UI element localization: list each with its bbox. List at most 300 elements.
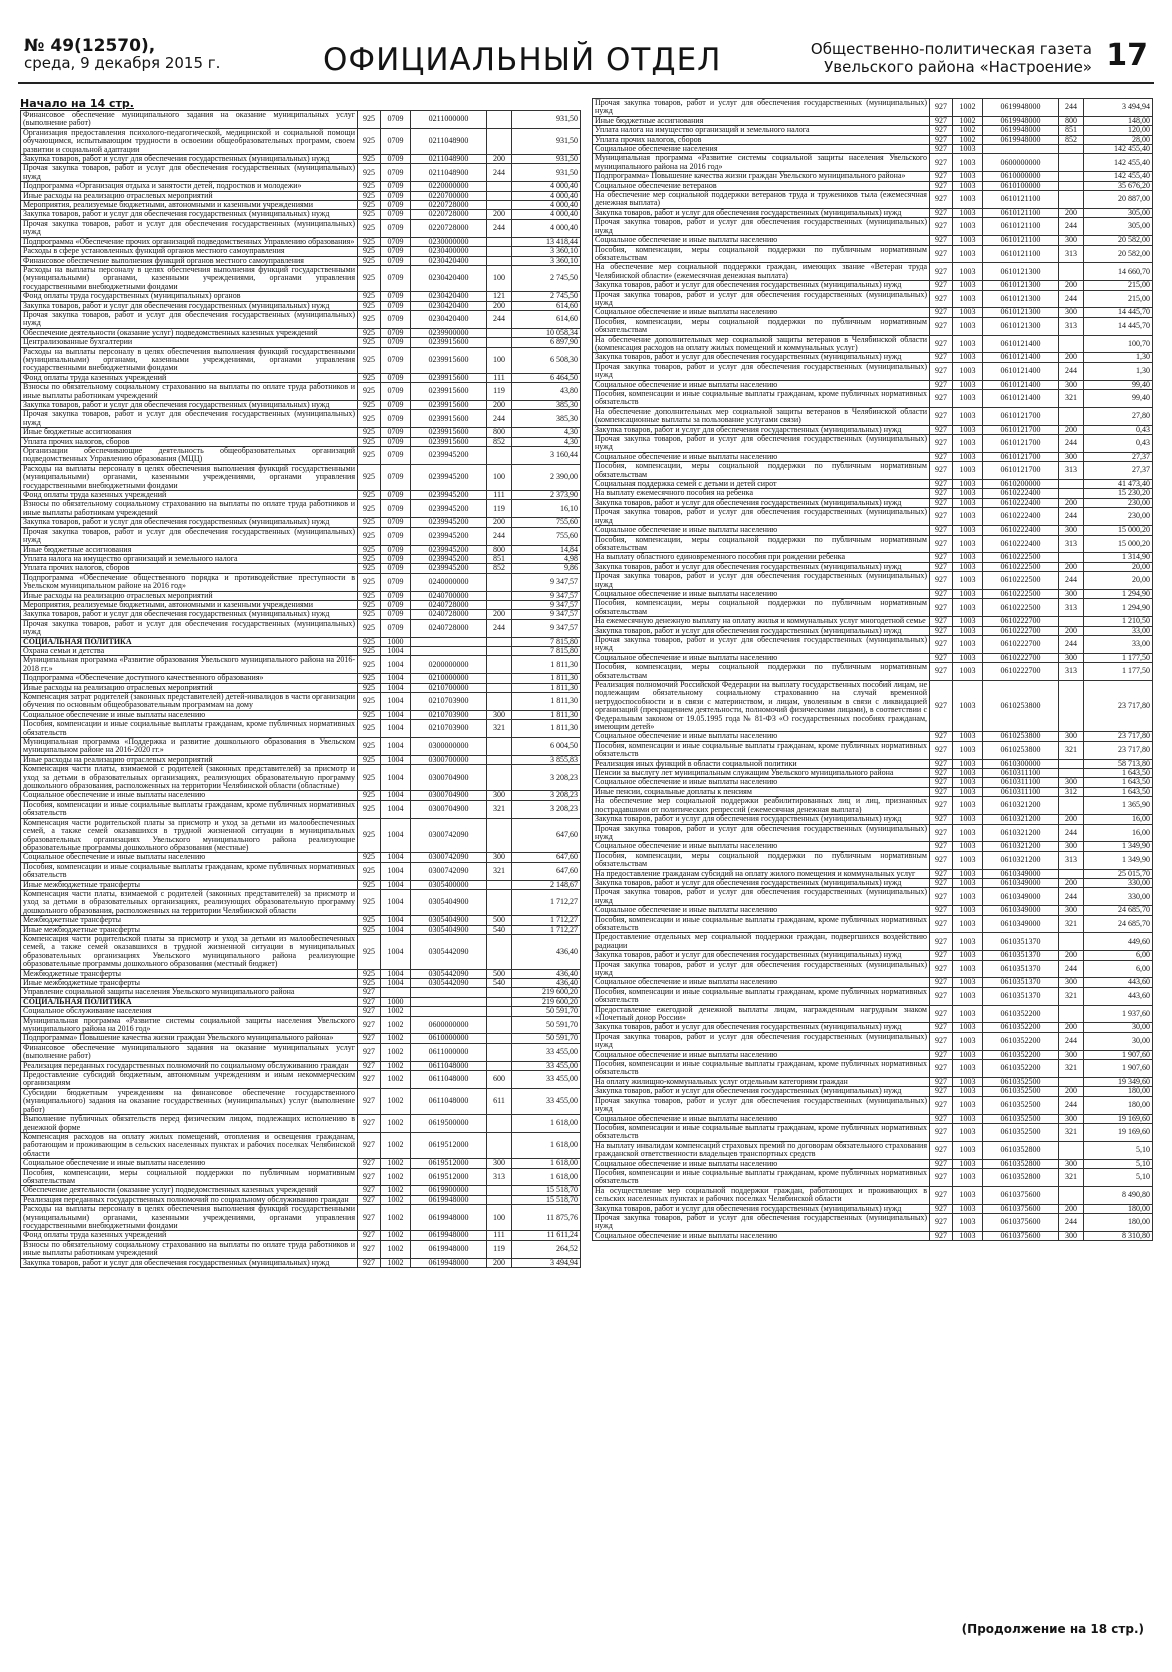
table-row bbox=[21, 500, 581, 518]
row-admin: 927 bbox=[930, 987, 953, 1005]
row-amount: 20 887,00 bbox=[1084, 191, 1153, 209]
table-row bbox=[593, 353, 1153, 362]
row-name: На выплату ежемесячного пособия на ребенка bbox=[593, 489, 930, 498]
row-admin: 925 bbox=[358, 969, 381, 978]
table-row bbox=[593, 245, 1153, 263]
row-expense-type bbox=[487, 1195, 512, 1204]
row-section: 1003 bbox=[953, 145, 983, 154]
row-target: 0610321200 bbox=[983, 815, 1059, 824]
row-amount: 305,00 bbox=[1084, 208, 1153, 217]
row-target: 0210703900 bbox=[411, 720, 487, 738]
row-expense-type: 313 bbox=[1059, 663, 1084, 681]
table-row bbox=[21, 128, 581, 154]
row-section: 0709 bbox=[381, 554, 411, 563]
row-amount: 9 347,57 bbox=[512, 573, 581, 591]
row-expense-type: 200 bbox=[1059, 951, 1084, 960]
row-admin: 927 bbox=[930, 741, 953, 759]
row-name: Предоставление субсидий бюджетным, автономным учреждениям и иным некоммерческим организациям bbox=[21, 1071, 358, 1089]
table-row bbox=[593, 99, 1153, 117]
row-section: 0709 bbox=[381, 328, 411, 337]
row-target: 0610351370 bbox=[983, 960, 1059, 978]
row-amount: 30,00 bbox=[1084, 1032, 1153, 1050]
row-target: 0239915600 bbox=[411, 338, 487, 347]
row-name: Расходы на выплаты персоналу в целях обеспечения выполнения функций государственными (муниципальными) органами, казенными учреждениями, органами управления государственными внебюджетными фондами bbox=[21, 1205, 358, 1231]
table-row bbox=[593, 290, 1153, 308]
row-name: Социальное обеспечение и иные выплаты населению bbox=[21, 710, 358, 719]
row-admin: 927 bbox=[930, 915, 953, 933]
row-target: 0619512000 bbox=[411, 1159, 487, 1168]
row-section: 1002 bbox=[381, 1195, 411, 1204]
table-row bbox=[593, 1087, 1153, 1096]
row-name: Социальное обеспечение и иные выплаты населению bbox=[21, 853, 358, 862]
row-section: 1002 bbox=[381, 1205, 411, 1231]
row-expense-type: 300 bbox=[1059, 778, 1084, 787]
row-amount: 30,00 bbox=[1084, 1023, 1153, 1032]
row-name: Обеспечение деятельности (оказание услуг) подведомственных казенных учреждений bbox=[21, 1186, 358, 1195]
row-target: 0300704900 bbox=[411, 765, 487, 791]
row-section: 0709 bbox=[381, 545, 411, 554]
row-expense-type: 321 bbox=[1059, 390, 1084, 408]
row-amount: 27,80 bbox=[1084, 407, 1153, 425]
row-name: Закупка товаров, работ и услуг для обеспечения государственных (муниципальных) нужд bbox=[593, 281, 930, 290]
row-section: 0709 bbox=[381, 182, 411, 191]
row-amount: 13 418,44 bbox=[512, 237, 581, 246]
row-section bbox=[381, 988, 411, 997]
row-expense-type: 200 bbox=[487, 401, 512, 410]
table-row bbox=[593, 1060, 1153, 1078]
row-amount: 100,70 bbox=[1084, 335, 1153, 353]
row-section: 1003 bbox=[953, 906, 983, 915]
row-target: 0610375600 bbox=[983, 1213, 1059, 1231]
row-expense-type bbox=[487, 447, 512, 465]
row-amount: 16,00 bbox=[1084, 824, 1153, 842]
row-target: 0619900000 bbox=[411, 1186, 487, 1195]
row-name: Социальное обеспечение и иные выплаты населению bbox=[593, 842, 930, 851]
row-target: 0239945200 bbox=[411, 554, 487, 563]
row-admin: 927 bbox=[930, 498, 953, 507]
table-row bbox=[21, 347, 581, 373]
table-row bbox=[21, 1043, 581, 1061]
row-name: Социальное обеспечение и иные выплаты населению bbox=[593, 1050, 930, 1059]
row-amount: 9 347,57 bbox=[512, 610, 581, 619]
row-target: 0619948000 bbox=[983, 116, 1059, 125]
row-name: Социальное обеспечение и иные выплаты населению bbox=[593, 732, 930, 741]
row-target: 0610300000 bbox=[983, 759, 1059, 768]
row-name: Пособия, компенсации и иные социальные выплаты гражданам, кроме публичных нормативных обязательств bbox=[21, 720, 358, 738]
row-section: 1003 bbox=[953, 380, 983, 389]
table-row bbox=[593, 741, 1153, 759]
row-section: 0709 bbox=[381, 128, 411, 154]
row-target: 0230420400 bbox=[411, 265, 487, 291]
row-amount: 50 591,70 bbox=[512, 1007, 581, 1016]
row-name: Прочая закупка товаров, работ и услуг для обеспечения государственных (муниципальных) нужд bbox=[21, 527, 358, 545]
row-expense-type: 300 bbox=[487, 1159, 512, 1168]
row-expense-type bbox=[1059, 1077, 1084, 1086]
row-name: Финансовое обеспечение муниципального задания на оказание муниципальных услуг (выполнение работ) bbox=[21, 111, 358, 129]
row-section: 0709 bbox=[381, 447, 411, 465]
row-target: 0610222400 bbox=[983, 526, 1059, 535]
row-section: 1003 bbox=[953, 407, 983, 425]
row-name: Муниципальная программа «Поддержка и развитие дошкольного образования в Увельском муниципальном районе на 2016-2020 гг.» bbox=[21, 738, 358, 756]
row-admin: 927 bbox=[930, 181, 953, 190]
row-admin: 927 bbox=[930, 535, 953, 553]
table-row bbox=[21, 237, 581, 246]
row-name: Централизованные бухгалтерии bbox=[21, 338, 358, 347]
row-amount: 436,40 bbox=[512, 969, 581, 978]
row-amount: 330,00 bbox=[1084, 878, 1153, 887]
row-expense-type bbox=[1059, 172, 1084, 181]
row-name: Муниципальная программа «Развитие образования Увельского муниципального района на 2016-2018 гг.» bbox=[21, 656, 358, 674]
row-admin: 927 bbox=[930, 245, 953, 263]
row-expense-type: 200 bbox=[1059, 1204, 1084, 1213]
row-target: 0610121300 bbox=[983, 290, 1059, 308]
row-name: СОЦИАЛЬНАЯ ПОЛИТИКА bbox=[21, 637, 358, 646]
row-section: 1003 bbox=[953, 462, 983, 480]
table-row bbox=[21, 1071, 581, 1089]
row-amount: 230,00 bbox=[1084, 508, 1153, 526]
row-expense-type: 500 bbox=[487, 969, 512, 978]
row-name: Прочая закупка товаров, работ и услуг для обеспечения государственных (муниципальных) нужд bbox=[21, 219, 358, 237]
row-target: 0619948000 bbox=[983, 126, 1059, 135]
row-section: 1003 bbox=[953, 960, 983, 978]
row-amount: 1 365,90 bbox=[1084, 797, 1153, 815]
row-admin: 927 bbox=[930, 263, 953, 281]
row-admin: 925 bbox=[358, 410, 381, 428]
row-section: 1003 bbox=[953, 599, 983, 617]
row-expense-type: 200 bbox=[1059, 281, 1084, 290]
row-admin: 925 bbox=[358, 292, 381, 301]
row-name: Пособия, компенсации и иные социальные выплаты гражданам, кроме публичных нормативных обязательств bbox=[593, 1123, 930, 1141]
row-admin: 925 bbox=[358, 925, 381, 934]
row-expense-type bbox=[487, 1132, 512, 1158]
table-row bbox=[21, 428, 581, 437]
table-row bbox=[593, 390, 1153, 408]
row-name: Подпрограмма «Обеспечение прочих организаций подведомственных Управлению образования» bbox=[21, 237, 358, 246]
row-target: 0305442090 bbox=[411, 969, 487, 978]
row-amount: 264,52 bbox=[512, 1240, 581, 1258]
row-amount: 4,98 bbox=[512, 554, 581, 563]
row-amount: 443,60 bbox=[1084, 978, 1153, 987]
row-expense-type: 244 bbox=[1059, 1096, 1084, 1114]
row-expense-type: 851 bbox=[1059, 126, 1084, 135]
row-name: Компенсация расходов на оплату жилых помещений, отопления и освещения гражданам, работающим и проживающим в сельских населенных пунктах и рабочих поселках Челябинской области bbox=[21, 1132, 358, 1158]
row-amount: 6,00 bbox=[1084, 951, 1153, 960]
row-admin: 927 bbox=[930, 308, 953, 317]
row-amount: 7 815,80 bbox=[512, 637, 581, 646]
row-target: 0300742090 bbox=[411, 818, 487, 853]
table-row bbox=[593, 1096, 1153, 1114]
row-name: Социальное обеспечение и иные выплаты населению bbox=[21, 791, 358, 800]
row-admin: 927 bbox=[930, 906, 953, 915]
row-admin: 927 bbox=[930, 508, 953, 526]
row-target: 0610222500 bbox=[983, 553, 1059, 562]
table-row bbox=[593, 653, 1153, 662]
row-section: 0709 bbox=[381, 428, 411, 437]
row-name: Пособия, компенсации, меры социальной поддержки по публичным нормативным обязательствам bbox=[593, 462, 930, 480]
row-admin: 925 bbox=[358, 818, 381, 853]
row-target: 0610311100 bbox=[983, 787, 1059, 796]
row-amount: 20 582,00 bbox=[1084, 236, 1153, 245]
row-amount: 27,37 bbox=[1084, 462, 1153, 480]
row-expense-type: 244 bbox=[1059, 435, 1084, 453]
row-amount: 305,00 bbox=[1084, 218, 1153, 236]
row-target: 0610121100 bbox=[983, 208, 1059, 217]
table-row bbox=[21, 219, 581, 237]
row-name: Закупка товаров, работ и услуг для обеспечения государственных (муниципальных) нужд bbox=[21, 301, 358, 310]
row-section: 1002 bbox=[381, 1240, 411, 1258]
row-section: 1003 bbox=[953, 1159, 983, 1168]
row-name: Муниципальная программа «Развитие системы социальной защиты населения Увельского муниципального района на 2016 год» bbox=[593, 154, 930, 172]
row-amount: 16,10 bbox=[512, 500, 581, 518]
row-name: Пособия, компенсации и иные социальные выплаты гражданам, кроме публичных нормативных обязательств bbox=[593, 987, 930, 1005]
row-admin: 925 bbox=[358, 527, 381, 545]
section-title: ОФИЦИАЛЬНЫЙ ОТДЕЛ bbox=[323, 42, 722, 78]
row-amount: 2 390,00 bbox=[512, 464, 581, 490]
table-row bbox=[21, 191, 581, 200]
row-section: 1003 bbox=[953, 1032, 983, 1050]
row-amount: 3 208,23 bbox=[512, 765, 581, 791]
row-section: 1003 bbox=[953, 741, 983, 759]
row-section: 1000 bbox=[381, 997, 411, 1006]
row-amount: 3 360,10 bbox=[512, 247, 581, 256]
row-target bbox=[411, 997, 487, 1006]
row-section: 1002 bbox=[381, 1159, 411, 1168]
row-admin: 927 bbox=[930, 208, 953, 217]
row-target: 0220728000 bbox=[411, 219, 487, 237]
table-row bbox=[21, 437, 581, 446]
table-row bbox=[593, 933, 1153, 951]
row-section: 1003 bbox=[953, 787, 983, 796]
row-admin: 927 bbox=[930, 933, 953, 951]
row-section: 1003 bbox=[953, 653, 983, 662]
row-target: 0230400000 bbox=[411, 247, 487, 256]
row-name: Прочая закупка товаров, работ и услуг для обеспечения государственных (муниципальных) нужд bbox=[593, 218, 930, 236]
row-section: 0709 bbox=[381, 164, 411, 182]
row-name: Выполнение публичных обязательств перед физическим лицом, подлежащих исполнению в денежной форме bbox=[21, 1115, 358, 1133]
row-name: Уплата прочих налогов, сборов bbox=[593, 135, 930, 144]
row-admin: 927 bbox=[358, 1258, 381, 1267]
row-amount: 33,00 bbox=[1084, 635, 1153, 653]
row-expense-type: 300 bbox=[1059, 308, 1084, 317]
row-amount: 14 445,70 bbox=[1084, 308, 1153, 317]
row-target: 0300742090 bbox=[411, 862, 487, 880]
newspaper-line-2: Увельского района «Настроение» bbox=[824, 58, 1092, 76]
row-expense-type bbox=[487, 128, 512, 154]
table-row bbox=[593, 1077, 1153, 1086]
row-target: 0610121400 bbox=[983, 362, 1059, 380]
row-section: 1003 bbox=[953, 218, 983, 236]
row-expense-type: 244 bbox=[1059, 824, 1084, 842]
table-row bbox=[593, 778, 1153, 787]
row-section: 1003 bbox=[953, 181, 983, 190]
row-name: Взносы по обязательному социальному страхованию на выплаты по оплате труда работников и иные выплаты работникам учреждений bbox=[21, 1240, 358, 1258]
table-row bbox=[21, 925, 581, 934]
row-admin: 927 bbox=[930, 462, 953, 480]
row-name: Социальное обеспечение и иные выплаты населению bbox=[593, 308, 930, 317]
row-admin: 925 bbox=[358, 237, 381, 246]
table-row bbox=[21, 646, 581, 655]
row-target: 0610100000 bbox=[983, 181, 1059, 190]
row-target: 0610351370 bbox=[983, 987, 1059, 1005]
row-target: 0610321200 bbox=[983, 842, 1059, 851]
row-target: 0610121700 bbox=[983, 407, 1059, 425]
row-target: 0610253800 bbox=[983, 732, 1059, 741]
row-amount: 0,43 bbox=[1084, 425, 1153, 434]
row-admin: 925 bbox=[358, 310, 381, 328]
row-admin: 927 bbox=[358, 1088, 381, 1114]
row-target: 0239945200 bbox=[411, 518, 487, 527]
row-admin: 925 bbox=[358, 916, 381, 925]
table-row bbox=[593, 489, 1153, 498]
row-admin: 927 bbox=[930, 362, 953, 380]
row-expense-type bbox=[1059, 797, 1084, 815]
row-name: Уплата налога на имущество организаций и земельного налога bbox=[21, 554, 358, 563]
row-amount: 35 676,20 bbox=[1084, 181, 1153, 190]
row-section: 1003 bbox=[953, 1213, 983, 1231]
row-target: 0610222700 bbox=[983, 635, 1059, 653]
row-name: Социальное обеспечение и иные выплаты населению bbox=[593, 1159, 930, 1168]
row-section: 1002 bbox=[381, 1043, 411, 1061]
table-row bbox=[21, 600, 581, 609]
row-target: 0220000000 bbox=[411, 182, 487, 191]
row-admin: 927 bbox=[930, 1123, 953, 1141]
row-expense-type: 200 bbox=[487, 210, 512, 219]
row-admin: 927 bbox=[930, 562, 953, 571]
row-amount: 931,50 bbox=[512, 164, 581, 182]
row-admin: 927 bbox=[930, 353, 953, 362]
row-expense-type bbox=[1059, 1005, 1084, 1023]
row-admin: 927 bbox=[930, 1168, 953, 1186]
row-expense-type: 244 bbox=[1059, 572, 1084, 590]
row-admin: 927 bbox=[930, 572, 953, 590]
row-name: Иные межбюджетные трансферты bbox=[21, 979, 358, 988]
table-row bbox=[21, 464, 581, 490]
row-amount: 1 210,50 bbox=[1084, 617, 1153, 626]
row-expense-type bbox=[487, 591, 512, 600]
table-row bbox=[593, 681, 1153, 732]
row-admin: 925 bbox=[358, 738, 381, 756]
row-name: Пособия, компенсации и иные социальные выплаты гражданам, кроме публичных нормативных обязательств bbox=[593, 741, 930, 759]
row-expense-type: 321 bbox=[1059, 987, 1084, 1005]
row-admin: 927 bbox=[930, 869, 953, 878]
row-target: 0220700000 bbox=[411, 191, 487, 200]
page-number: 17 bbox=[1106, 38, 1148, 73]
row-expense-type: 300 bbox=[1059, 526, 1084, 535]
row-section: 1002 bbox=[953, 135, 983, 144]
row-expense-type bbox=[487, 646, 512, 655]
row-target: 0619512000 bbox=[411, 1168, 487, 1186]
row-admin: 927 bbox=[930, 526, 953, 535]
row-name: На предоставление гражданам субсидий на оплату жилого помещения и коммунальных услуг bbox=[593, 869, 930, 878]
row-expense-type: 200 bbox=[487, 1258, 512, 1267]
row-section: 1003 bbox=[953, 245, 983, 263]
row-expense-type: 313 bbox=[1059, 317, 1084, 335]
row-expense-type bbox=[487, 997, 512, 1006]
row-admin: 927 bbox=[930, 589, 953, 598]
row-amount: 1 937,60 bbox=[1084, 1005, 1153, 1023]
row-section: 0709 bbox=[381, 464, 411, 490]
row-target: 0610311100 bbox=[983, 778, 1059, 787]
budget-table-left bbox=[20, 110, 581, 1268]
row-admin: 927 bbox=[930, 1141, 953, 1159]
table-row bbox=[21, 247, 581, 256]
row-name: Закупка товаров, работ и услуг для обеспечения государственных (муниципальных) нужд bbox=[593, 878, 930, 887]
row-target: 0610222700 bbox=[983, 626, 1059, 635]
row-target: 0619512000 bbox=[411, 1132, 487, 1158]
row-section: 0709 bbox=[381, 573, 411, 591]
table-row bbox=[593, 1186, 1153, 1204]
row-target: 0610121100 bbox=[983, 218, 1059, 236]
row-expense-type: 244 bbox=[1059, 290, 1084, 308]
row-name: Пособия, компенсации, меры социальной поддержки по публичным нормативным обязательствам bbox=[593, 245, 930, 263]
issue-info bbox=[24, 38, 220, 72]
row-admin: 927 bbox=[930, 1186, 953, 1204]
row-admin: 927 bbox=[358, 1168, 381, 1186]
row-name: Закупка товаров, работ и услуг для обеспечения государственных (муниципальных) нужд bbox=[21, 1258, 358, 1267]
row-name: Прочая закупка товаров, работ и услуг для обеспечения государственных (муниципальных) нужд bbox=[593, 888, 930, 906]
table-row bbox=[593, 208, 1153, 217]
row-expense-type: 200 bbox=[1059, 498, 1084, 507]
row-name: Прочая закупка товаров, работ и услуг для обеспечения государственных (муниципальных) нужд bbox=[593, 1096, 930, 1114]
row-name: Расходы в сфере установленных функций органов местного самоуправления bbox=[21, 247, 358, 256]
row-target: 0619948000 bbox=[411, 1231, 487, 1240]
row-name: Пособия, компенсации, меры социальной поддержки по публичным нормативным обязательствам bbox=[593, 535, 930, 553]
row-name: Закупка товаров, работ и услуг для обеспечения государственных (муниципальных) нужд bbox=[593, 425, 930, 434]
row-name: Подпрограмма «Обеспечение доступного качественного образования» bbox=[21, 674, 358, 683]
row-target: 0305404900 bbox=[411, 925, 487, 934]
row-section: 1002 bbox=[953, 126, 983, 135]
row-target: 0619948000 bbox=[411, 1205, 487, 1231]
row-target: 0610253800 bbox=[983, 681, 1059, 732]
row-expense-type: 611 bbox=[487, 1088, 512, 1114]
row-name: Компенсация части платы, взимаемой с родителей (законных представителей) за присмотр и уход за детьми в образовательных организациях, реализующих образовательную программу дошкольного образования, расположенных на территории Челябинской области (областные) bbox=[21, 765, 358, 791]
row-amount: 1 811,30 bbox=[512, 674, 581, 683]
table-row bbox=[593, 1023, 1153, 1032]
row-admin: 925 bbox=[358, 500, 381, 518]
row-target: 0240700000 bbox=[411, 591, 487, 600]
row-amount: 1 811,30 bbox=[512, 710, 581, 719]
row-expense-type: 300 bbox=[1059, 589, 1084, 598]
row-name: Подпрограмма» Повышение качества жизни граждан Увельского муниципального района» bbox=[593, 172, 930, 181]
table-row bbox=[593, 535, 1153, 553]
row-name: Иные пенсии, социальные доплаты к пенсиям bbox=[593, 787, 930, 796]
table-row bbox=[21, 755, 581, 764]
row-expense-type bbox=[1059, 154, 1084, 172]
row-target: 0610253800 bbox=[983, 741, 1059, 759]
row-target: 0239915600 bbox=[411, 401, 487, 410]
row-expense-type bbox=[1059, 617, 1084, 626]
row-section: 1003 bbox=[953, 425, 983, 434]
row-expense-type: 200 bbox=[1059, 562, 1084, 571]
row-admin: 927 bbox=[358, 997, 381, 1006]
row-expense-type: 244 bbox=[1059, 960, 1084, 978]
row-admin: 925 bbox=[358, 637, 381, 646]
row-expense-type bbox=[1059, 480, 1084, 489]
table-row bbox=[593, 380, 1153, 389]
row-target: 0210000000 bbox=[411, 674, 487, 683]
row-target: 0305404900 bbox=[411, 916, 487, 925]
row-admin: 927 bbox=[358, 1159, 381, 1168]
row-name: Социальное обеспечение и иные выплаты населению bbox=[593, 380, 930, 389]
row-expense-type: 300 bbox=[487, 791, 512, 800]
row-section: 1003 bbox=[953, 390, 983, 408]
continued-to: (Продолжение на 18 стр.) bbox=[961, 1622, 1144, 1636]
row-admin: 927 bbox=[930, 452, 953, 461]
row-section: 1002 bbox=[381, 1168, 411, 1186]
row-amount: 180,00 bbox=[1084, 1096, 1153, 1114]
row-admin: 927 bbox=[358, 1043, 381, 1061]
row-amount: 6 508,30 bbox=[512, 347, 581, 373]
